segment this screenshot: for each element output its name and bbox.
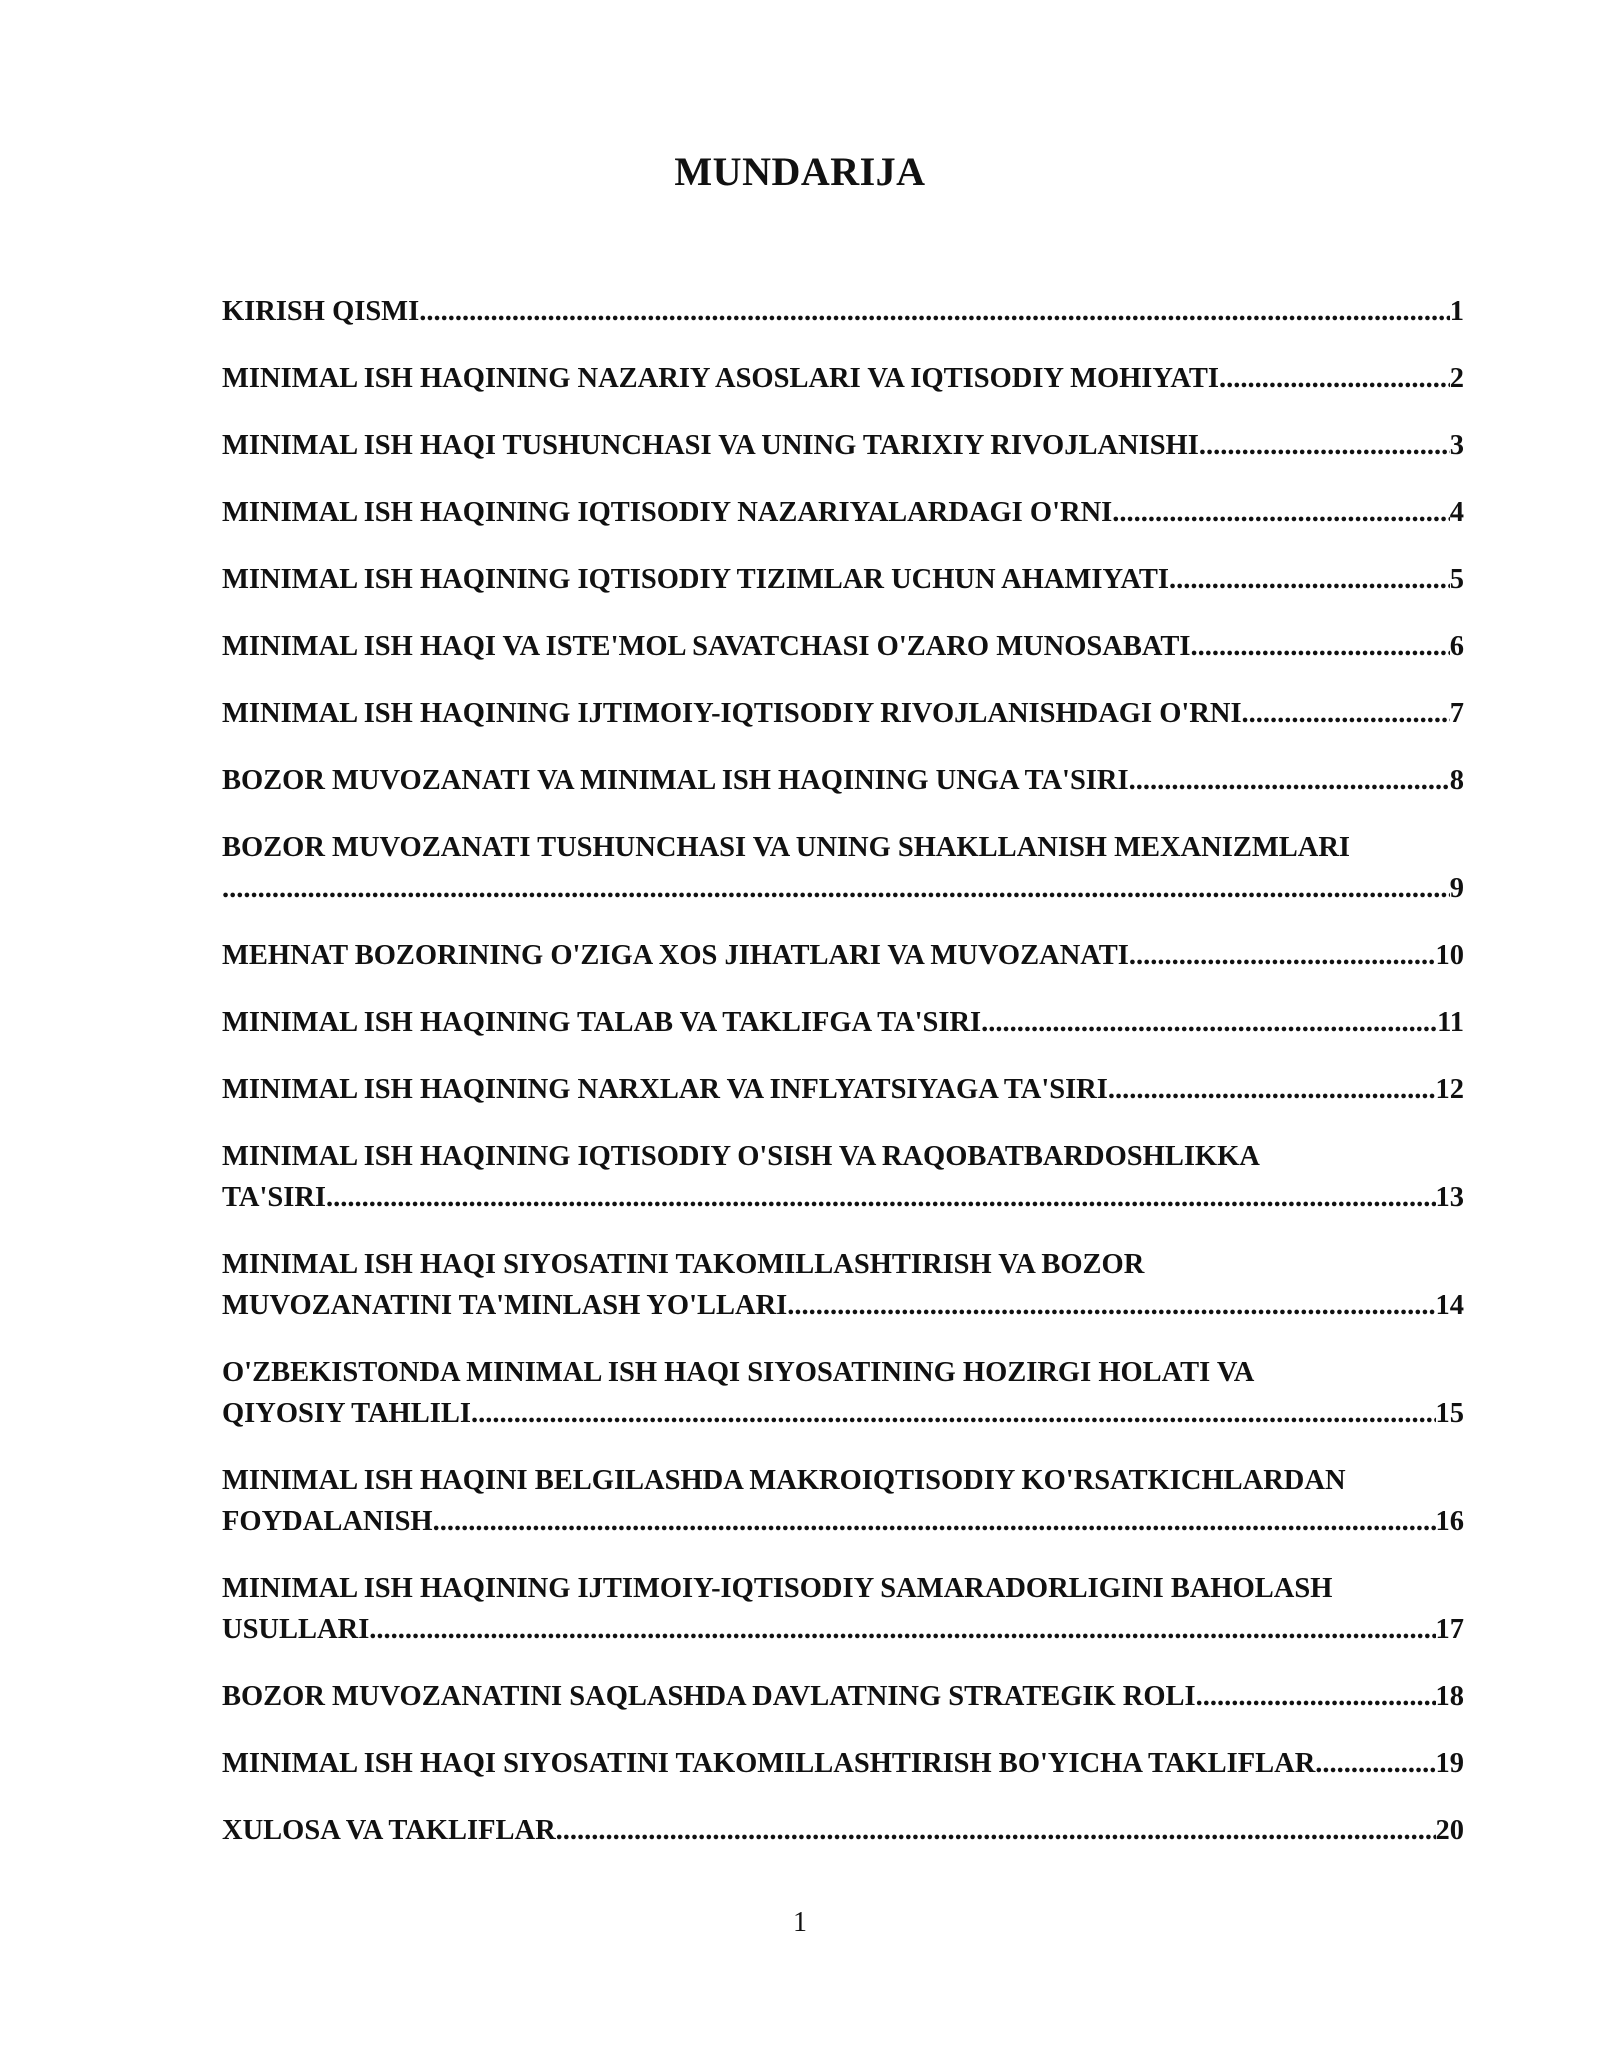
toc-entry-line [222, 1002, 1464, 1043]
dot-leader [1169, 559, 1450, 600]
toc-entry-title: BOZOR MUVOZANATINI SAQLASHDA DAVLATNING STRATEGIK ROLI [222, 1681, 1196, 1712]
toc-entry-page-number: 19 [1435, 1748, 1464, 1779]
toc-entry[interactable] [222, 1810, 1464, 1851]
toc-entry-page-number: 7 [1449, 698, 1464, 729]
toc-entry-page-number: 11 [1437, 1007, 1464, 1038]
toc-entry-line [222, 1177, 1464, 1218]
toc-entry-line [222, 1501, 1464, 1542]
dot-leader [1129, 935, 1436, 976]
toc-entry-page-number: 17 [1435, 1614, 1464, 1645]
toc-entry-title: MINIMAL ISH HAQINING IJTIMOIY-IQTISODIY RIVOJLANISHDAGI O'RNI [222, 698, 1242, 729]
toc-entry-line [222, 626, 1464, 667]
toc-entry-line [222, 1609, 1464, 1650]
dot-leader [981, 1002, 1437, 1043]
toc-entry-line [222, 1676, 1464, 1717]
toc-entry-title: MINIMAL ISH HAQINING IQTISODIY NAZARIYALARDAGI O'RNI [222, 497, 1113, 528]
toc-entry-title-line: MINIMAL ISH HAQINI BELGILASHDA MAKROIQTISODIY KO'RSATKICHLARDAN [222, 1465, 1346, 1496]
toc-entry-title: XULOSA VA TAKLIFLAR [222, 1815, 556, 1846]
toc-entry-line [222, 291, 1464, 332]
toc-entry-title-line: MINIMAL ISH HAQINING IQTISODIY O'SISH VA RAQOBATBARDOSHLIKKA [222, 1141, 1260, 1172]
toc-entry-line [222, 1743, 1464, 1784]
toc-entry[interactable] [222, 1002, 1464, 1043]
dot-leader [787, 1285, 1435, 1326]
toc-entry-page-number: 3 [1449, 430, 1464, 461]
toc-entry[interactable] [222, 626, 1464, 667]
toc-entry-page-number: 5 [1449, 564, 1464, 595]
toc-entry-title: MINIMAL ISH HAQI TUSHUNCHASI VA UNING TARIXIY RIVOJLANISHI [222, 430, 1199, 461]
toc-entry[interactable] [222, 1136, 1464, 1218]
toc-entry-page-number: 9 [1449, 873, 1464, 904]
toc-entry-page-number: 1 [1449, 296, 1464, 327]
toc-entry-page-number: 2 [1449, 363, 1464, 394]
toc-entry[interactable] [222, 693, 1464, 734]
toc-entry-page-number: 18 [1435, 1681, 1464, 1712]
toc-entry-page-number: 8 [1449, 765, 1464, 796]
dot-leader [433, 1501, 1436, 1542]
toc-entry-title: USULLARI [222, 1614, 370, 1645]
toc-entry[interactable] [222, 760, 1464, 801]
toc-entry-line [222, 1069, 1464, 1110]
dot-leader [419, 291, 1450, 332]
toc-entry-page-number: 12 [1435, 1074, 1464, 1105]
toc-entry[interactable] [222, 492, 1464, 533]
toc-entry-line [222, 559, 1464, 600]
toc-entry-title: FOYDALANISH [222, 1506, 433, 1537]
toc-entry-page-number: 13 [1435, 1182, 1464, 1213]
toc-entry-title-line: MINIMAL ISH HAQI SIYOSATINI TAKOMILLASHTIRISH VA BOZOR [222, 1249, 1145, 1280]
dot-leader [1129, 760, 1450, 801]
page-number: 1 [793, 1907, 807, 1938]
dot-leader [1242, 693, 1450, 734]
dot-leader [1196, 1676, 1436, 1717]
toc-entry-title: MINIMAL ISH HAQINING NARXLAR VA INFLYATSIYAGA TA'SIRI [222, 1074, 1108, 1105]
toc-entry-title: MINIMAL ISH HAQINING TALAB VA TAKLIFGA TA'SIRI [222, 1007, 982, 1038]
dot-leader [222, 868, 1450, 909]
page-title: MUNDARIJA [674, 149, 926, 194]
toc-entry-page-number: 14 [1435, 1290, 1464, 1321]
toc-entry-line [222, 935, 1464, 976]
toc-entry-title: QIYOSIY TAHLILI [222, 1398, 471, 1429]
toc-entry-page-number: 20 [1435, 1815, 1464, 1846]
dot-leader [1315, 1743, 1435, 1784]
toc-entry-line [222, 425, 1464, 466]
dot-leader [1190, 626, 1449, 667]
dot-leader [556, 1810, 1436, 1851]
toc-entry-line [222, 1393, 1464, 1434]
toc-entry[interactable] [222, 827, 1464, 909]
toc-entry-title-line: O'ZBEKISTONDA MINIMAL ISH HAQI SIYOSATINING HOZIRGI HOLATI VA [222, 1357, 1255, 1388]
toc-entry-line [222, 1810, 1464, 1851]
toc-entry[interactable] [222, 1568, 1464, 1650]
dot-leader [1108, 1069, 1436, 1110]
toc-entry[interactable] [222, 935, 1464, 976]
toc-entry-page-number: 4 [1449, 497, 1464, 528]
toc-entry[interactable] [222, 291, 1464, 332]
toc-entry-page-number: 6 [1449, 631, 1464, 662]
toc-entry[interactable] [222, 1676, 1464, 1717]
toc-entry-title: MUVOZANATINI TA'MINLASH YO'LLARI [222, 1290, 788, 1321]
toc-entry-title-line: MINIMAL ISH HAQINING IJTIMOIY-IQTISODIY SAMARADORLIGINI BAHOLASH [222, 1573, 1333, 1604]
toc-entry[interactable] [222, 1352, 1464, 1434]
toc-entry-title: MINIMAL ISH HAQINING NAZARIY ASOSLARI VA IQTISODIY MOHIYATI [222, 363, 1219, 394]
dot-leader [1199, 425, 1450, 466]
toc-entry-title: MINIMAL ISH HAQINING IQTISODIY TIZIMLAR UCHUN AHAMIYATI [222, 564, 1169, 595]
toc-entry[interactable] [222, 1069, 1464, 1110]
toc-entry-line [222, 1285, 1464, 1326]
dot-leader [471, 1393, 1436, 1434]
toc-entry[interactable] [222, 1743, 1464, 1784]
toc-entry-title: BOZOR MUVOZANATI VA MINIMAL ISH HAQINING UNGA TA'SIRI [222, 765, 1129, 796]
dot-leader [369, 1609, 1435, 1650]
toc-entry[interactable] [222, 425, 1464, 466]
toc-entry-page-number: 16 [1435, 1506, 1464, 1537]
dot-leader [326, 1177, 1435, 1218]
toc-entry[interactable] [222, 1244, 1464, 1326]
toc-entry[interactable] [222, 1460, 1464, 1542]
toc-entry-title: MINIMAL ISH HAQI VA ISTE'MOL SAVATCHASI O'ZARO MUNOSABATI [222, 631, 1191, 662]
toc-entry-line [222, 693, 1464, 734]
toc-entry-page-number: 15 [1435, 1398, 1464, 1429]
table-of-contents [222, 291, 1464, 1877]
toc-entry-line [222, 760, 1464, 801]
toc-entry-line [222, 492, 1464, 533]
toc-entry-title: KIRISH QISMI [222, 296, 420, 327]
toc-entry[interactable] [222, 559, 1464, 600]
toc-entry-line [222, 358, 1464, 399]
toc-entry-page-number: 10 [1435, 940, 1464, 971]
toc-entry-title: MEHNAT BOZORINING O'ZIGA XOS JIHATLARI VA MUVOZANATI [222, 940, 1129, 971]
toc-entry-title: TA'SIRI [222, 1182, 327, 1213]
toc-entry[interactable] [222, 358, 1464, 399]
toc-entry-title: MINIMAL ISH HAQI SIYOSATINI TAKOMILLASHTIRISH BO'YICHA TAKLIFLAR [222, 1748, 1316, 1779]
toc-entry-line [222, 868, 1464, 909]
dot-leader [1219, 358, 1450, 399]
dot-leader [1112, 492, 1450, 533]
toc-entry-title-line: BOZOR MUVOZANATI TUSHUNCHASI VA UNING SHAKLLANISH MEXANIZMLARI [222, 832, 1351, 863]
